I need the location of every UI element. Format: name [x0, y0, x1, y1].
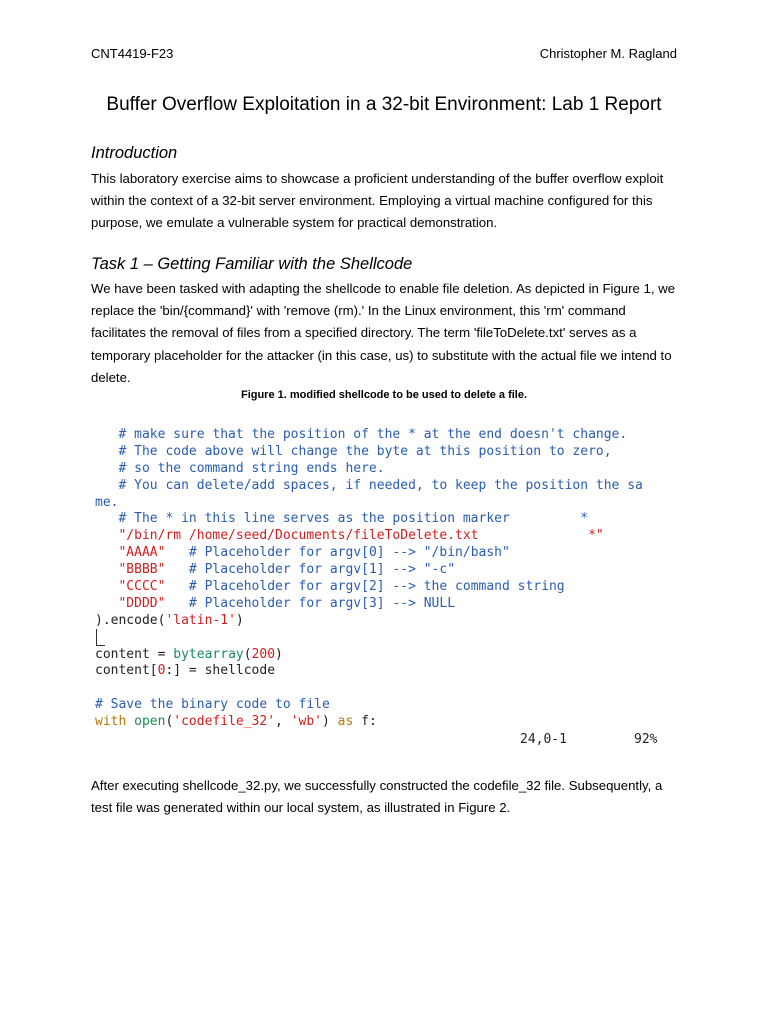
course-code: CNT4419-F23 [91, 46, 174, 61]
code-token: ) [235, 612, 244, 628]
introduction-paragraph: This laboratory exercise aims to showcase a proficient understanding of the buffer overflow exploit within the context of a 32-bit server environment. Employing a virtual machine configured for this purpose, we emulate a vulnerable system for practical demonstration. [91, 171, 664, 231]
code-token: "AAAA" [95, 545, 166, 561]
code-token: content = [95, 646, 174, 662]
editor-scroll-percent: 92% [634, 732, 658, 747]
code-token: content[ [95, 663, 158, 679]
code-line [95, 478, 685, 495]
code-token: as [337, 714, 354, 730]
code-token: f: [353, 714, 377, 730]
document-title: Buffer Overflow Exploitation in a 32-bit Environment: Lab 1 Report [106, 94, 662, 115]
code-token: 200 [251, 646, 276, 662]
code-line [95, 680, 685, 697]
code-token: "CCCC" [95, 579, 166, 595]
code-token: ( [243, 646, 252, 662]
code-token: "BBBB" [95, 562, 166, 578]
code-token: open [134, 714, 166, 730]
code-token: 'latin-1' [165, 612, 236, 628]
editor-cursor [96, 629, 105, 646]
code-line [95, 562, 685, 579]
code-line [95, 444, 685, 461]
code-token: # so the command string ends here. [95, 460, 385, 476]
code-line [95, 427, 685, 444]
code-token: # Placeholder for argv[2] --> the command string [165, 579, 565, 595]
figure1-code-block [95, 427, 685, 731]
code-line [95, 663, 685, 680]
code-token: "/bin/rm /home/seed/Documents/fileToDelete.txt *" [95, 528, 604, 544]
code-line [95, 579, 685, 596]
code-line [95, 545, 685, 562]
code-token: , [275, 714, 291, 730]
code-token: # The code above will change the byte at this position to zero, [95, 443, 612, 459]
code-line [95, 714, 685, 731]
code-token: "DDDD" [95, 595, 166, 611]
code-token: with [95, 714, 135, 730]
code-line [95, 461, 685, 478]
code-token: 'wb' [290, 714, 322, 730]
introduction-heading: Introduction [91, 144, 178, 162]
code-token: 0 [157, 663, 166, 679]
code-token: bytearray [173, 646, 244, 662]
code-token: # Save the binary code to file [95, 697, 330, 713]
code-token [95, 680, 103, 695]
figure1-caption: Figure 1. modified shellcode to be used to delete a file. [240, 389, 528, 401]
code-line [95, 697, 685, 714]
code-token: ) [322, 714, 338, 730]
after-paragraph: After executing shellcode_32.py, we successfully constructed the codefile_32 file. Subsequently, a test file was generated within our local system, as illustrated in Figure 2. [91, 778, 663, 816]
code-line [95, 630, 685, 647]
code-token: me. [95, 494, 119, 510]
task1-heading: Task 1 – Getting Familiar with the Shellcode [91, 255, 413, 273]
code-token: ( [165, 714, 174, 730]
code-token: ) [275, 646, 283, 662]
code-token: # You can delete/add spaces, if needed, to keep the position the sa [95, 477, 643, 493]
code-token: # The * in this line serves as the position marker * [95, 511, 589, 527]
author-name: Christopher M. Ragland [539, 46, 677, 61]
code-line [95, 647, 685, 664]
task1-paragraph: We have been tasked with adapting the shellcode to enable file deletion. As depicted in Figure 1, we replace the 'bin/{command}' with 'remove (rm).' In the Linux environment, this 'rm' command facilitates the removal of files from a specified directory. The term 'fileToDelete.txt' serves as a temporary placeholder for the attacker (in this case, us) to substitute with the actual file we intend to delete. [91, 281, 676, 385]
code-token: ).encode( [95, 612, 166, 628]
code-line [95, 495, 685, 512]
code-token: :] = shellcode [165, 663, 276, 679]
editor-cursor-position: 24,0-1 [520, 732, 567, 747]
code-line [95, 511, 685, 528]
code-token: # make sure that the position of the * at the end doesn't change. [95, 427, 628, 442]
code-token: 'codefile_32' [173, 714, 276, 730]
code-token: # Placeholder for argv[1] --> "-c" [165, 562, 456, 578]
code-line [95, 613, 685, 630]
code-token: # Placeholder for argv[0] --> "/bin/bash" [165, 545, 510, 561]
code-token: # Placeholder for argv[3] --> NULL [165, 595, 456, 611]
code-line [95, 528, 685, 545]
code-line [95, 596, 685, 613]
